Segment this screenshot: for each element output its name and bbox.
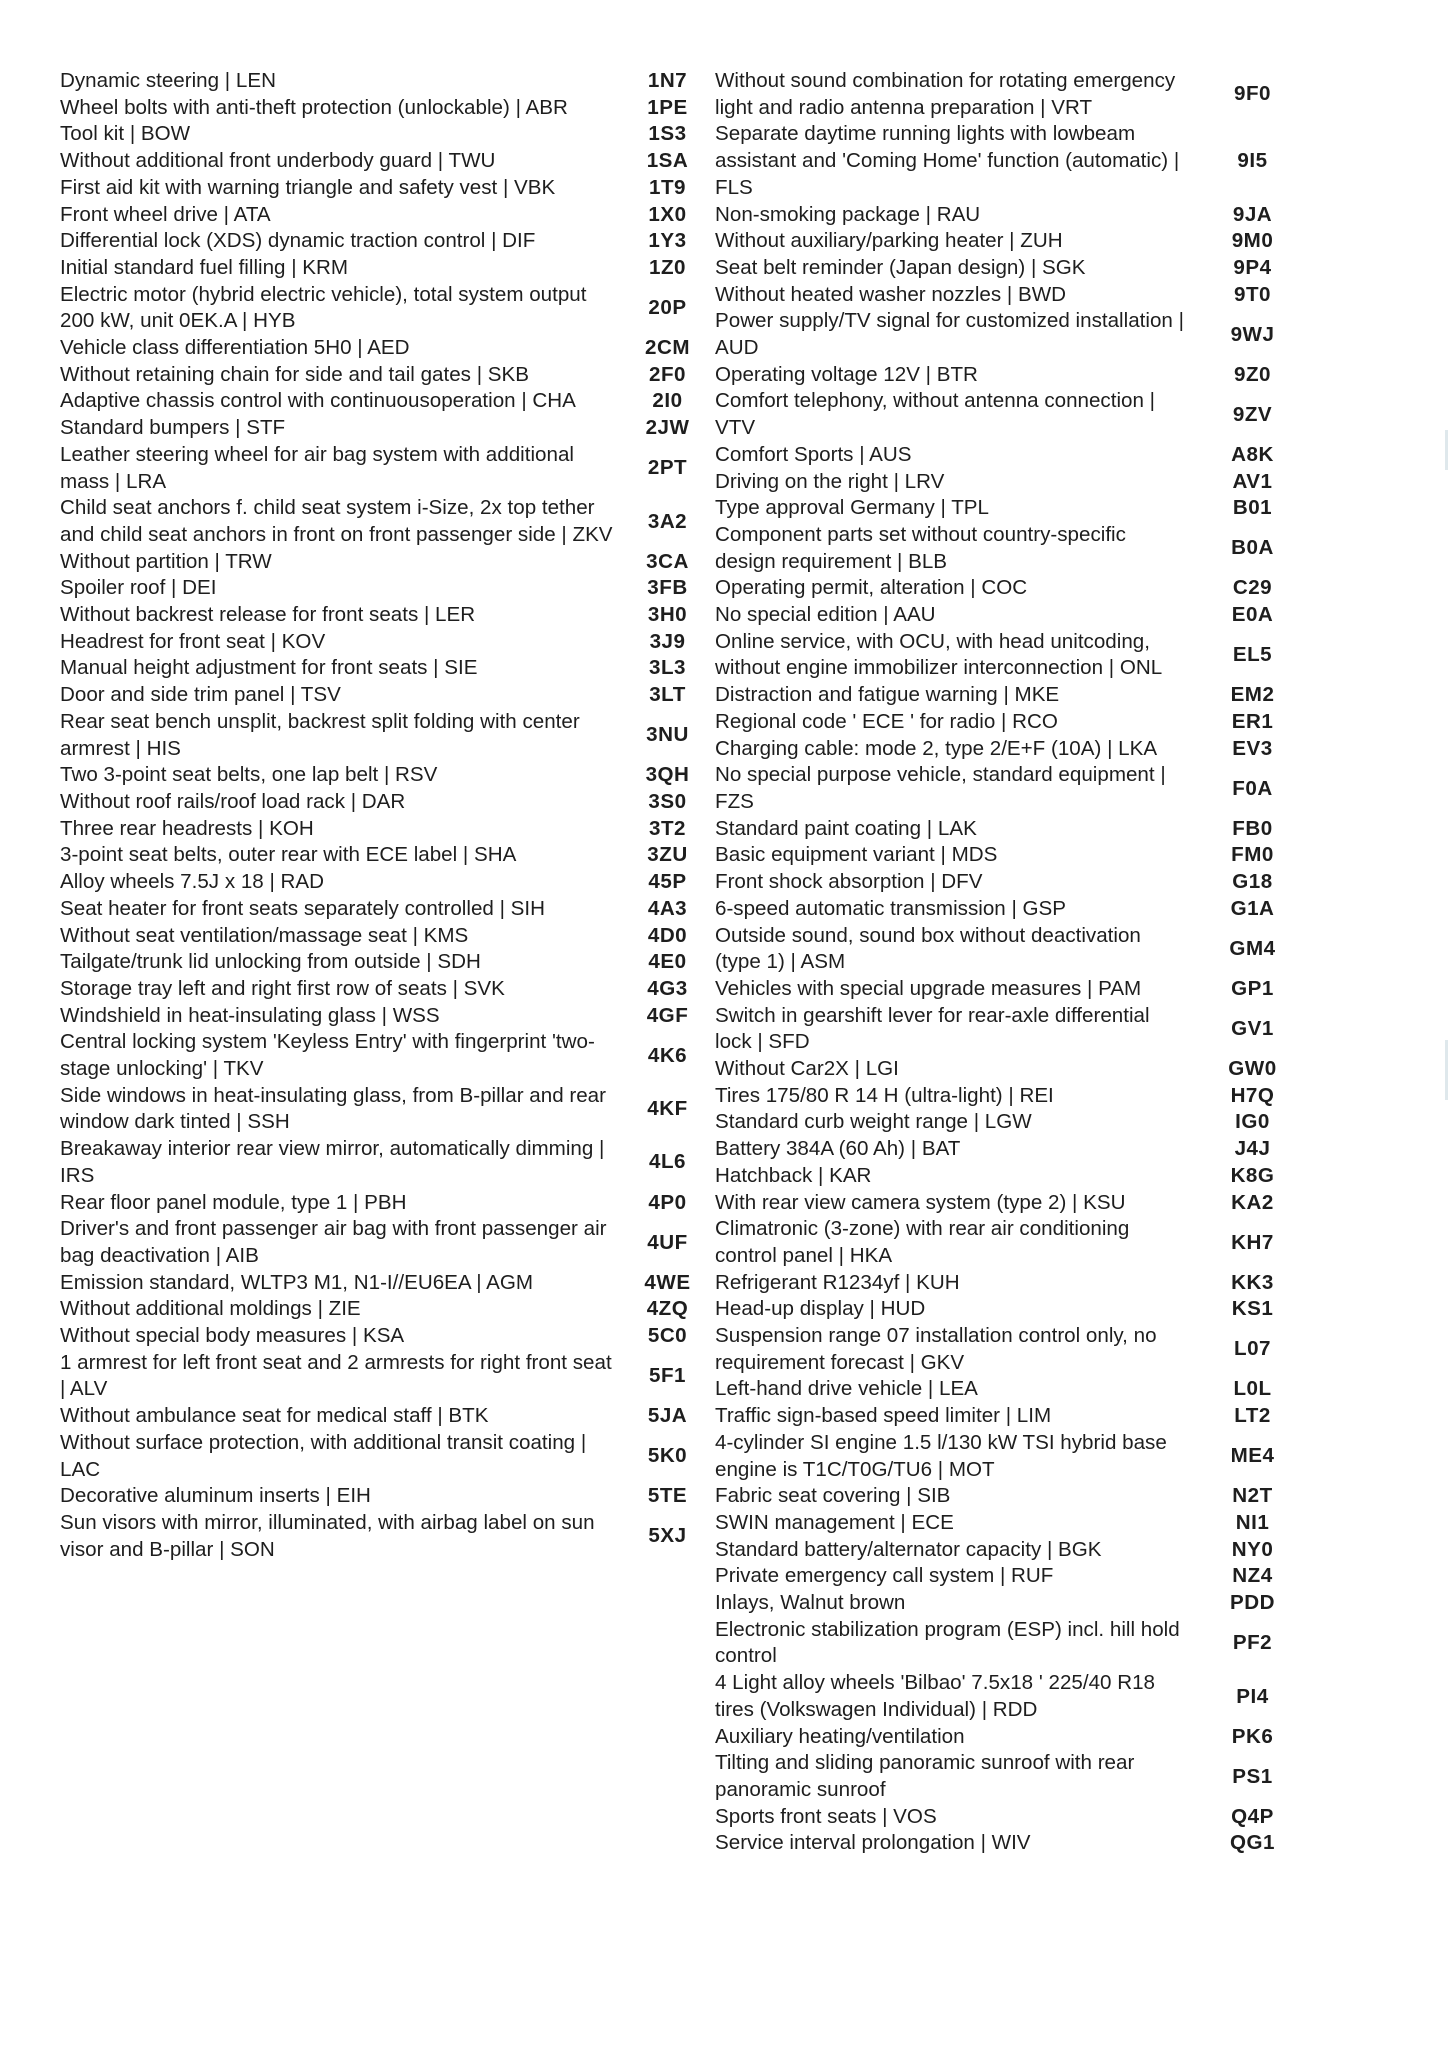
left-options-body: [60, 68, 715, 1563]
option-code: J4J: [1234, 1137, 1271, 1161]
option-code: EL5: [1232, 643, 1273, 667]
option-description: Three rear headrests | KOH: [60, 816, 314, 840]
option-code: L07: [1234, 1337, 1271, 1361]
option-code: 4GF: [646, 1003, 689, 1027]
option-description: Standard battery/alternator capacity | BGK: [715, 1537, 1102, 1561]
option-description: Without seat ventilation/massage seat | KMS: [60, 923, 469, 947]
option-code: KA2: [1231, 1190, 1274, 1214]
option-row: [715, 896, 1315, 923]
option-description: Two 3-point seat belts, one lap belt | RSV: [60, 763, 438, 787]
option-description: Fabric seat covering | SIB: [715, 1484, 951, 1508]
option-row: [715, 762, 1315, 815]
option-row: [715, 1003, 1315, 1056]
option-code: 4ZQ: [646, 1297, 689, 1321]
option-code: 3A2: [647, 509, 688, 533]
option-code: 3H0: [647, 603, 688, 627]
option-description: Without surface protection, with additional transit coating | LAC: [60, 1430, 587, 1481]
option-row: [715, 842, 1315, 869]
option-description: Operating permit, alteration | COC: [715, 576, 1028, 600]
option-row: [60, 228, 715, 255]
option-description: Electric motor (hybrid electric vehicle), total system output 200 kW, unit 0EK.A | HYB: [60, 282, 587, 333]
option-row: [715, 522, 1315, 575]
option-row: [60, 1003, 715, 1030]
option-code: GW0: [1228, 1057, 1277, 1081]
option-description: Distraction and fatigue warning | MKE: [715, 683, 1060, 707]
option-description: Standard curb weight range | LGW: [715, 1110, 1032, 1134]
option-row: [60, 762, 715, 789]
option-row: [60, 1323, 715, 1350]
option-row: [715, 1056, 1315, 1083]
option-row: [715, 388, 1315, 441]
option-description: Spoiler roof | DEI: [60, 576, 217, 600]
option-description: Charging cable: mode 2, type 2/E+F (10A) | LKA: [715, 736, 1158, 760]
option-row: [715, 1724, 1315, 1751]
option-code: N2T: [1232, 1484, 1273, 1508]
option-description: Without heated washer nozzles | BWD: [715, 282, 1067, 306]
option-row: [60, 816, 715, 843]
option-description: 3-point seat belts, outer rear with ECE label | SHA: [60, 843, 517, 867]
option-description: Component parts set without country-specific design requirement | BLB: [715, 522, 1126, 573]
option-description: 4 Light alloy wheels 'Bilbao' 7.5x18 ' 225/40 R18 tires (Volkswagen Individual) | RDD: [715, 1671, 1155, 1721]
option-code: 2I0: [652, 389, 683, 413]
option-row: [60, 549, 715, 576]
option-row: [60, 655, 715, 682]
option-row: [715, 469, 1315, 496]
option-code: F0A: [1232, 776, 1273, 800]
option-description: 1 armrest for left front seat and 2 armrests for right front seat | ALV: [60, 1350, 612, 1401]
option-row: [715, 1483, 1315, 1510]
option-code: EM2: [1230, 683, 1275, 707]
option-row: [60, 949, 715, 976]
option-code: KS1: [1231, 1297, 1274, 1321]
option-code: 4K6: [647, 1043, 688, 1067]
option-code: PK6: [1231, 1724, 1274, 1748]
option-row: [715, 1670, 1315, 1723]
option-code: H7Q: [1230, 1083, 1275, 1107]
option-description: No special edition | AAU: [715, 603, 936, 627]
option-code: 4KF: [647, 1097, 688, 1121]
option-row: [60, 923, 715, 950]
option-description: With rear view camera system (type 2) | KSU: [715, 1190, 1126, 1214]
option-code: IG0: [1235, 1110, 1270, 1134]
option-code: 4E0: [648, 950, 687, 974]
option-row: [715, 1563, 1315, 1590]
option-row: [715, 121, 1315, 201]
option-code: 1Y3: [648, 229, 687, 253]
option-row: [715, 1190, 1315, 1217]
option-row: [60, 202, 715, 229]
option-code: 9ZV: [1232, 402, 1273, 426]
option-row: [715, 1750, 1315, 1803]
option-row: [60, 709, 715, 762]
option-code: A8K: [1231, 442, 1274, 466]
option-description: Comfort Sports | AUS: [715, 442, 912, 466]
option-row: [715, 1403, 1315, 1430]
option-description: Without sound combination for rotating emergency light and radio antenna preparation | VRT: [715, 69, 1176, 119]
option-code: Q4P: [1231, 1804, 1274, 1828]
option-description: Vehicles with special upgrade measures | PAM: [715, 976, 1142, 1000]
option-code: 4A3: [647, 896, 688, 920]
option-row: [715, 1590, 1315, 1617]
option-description: Seat belt reminder (Japan design) | SGK: [715, 255, 1086, 279]
option-code: LT2: [1234, 1404, 1271, 1428]
option-code: 5XJ: [648, 1524, 687, 1548]
option-row: [60, 1136, 715, 1189]
option-row: [715, 1830, 1315, 1857]
option-code: 4P0: [648, 1190, 687, 1214]
option-code: NY0: [1231, 1537, 1274, 1561]
option-row: [60, 976, 715, 1003]
option-row: [715, 709, 1315, 736]
option-row: [715, 816, 1315, 843]
option-description: Alloy wheels 7.5J x 18 | RAD: [60, 870, 325, 894]
option-code: 3S0: [648, 789, 687, 813]
option-code: 3L3: [649, 656, 686, 680]
option-code: EV3: [1232, 736, 1273, 760]
option-code: 4L6: [649, 1150, 686, 1174]
option-row: [715, 1163, 1315, 1190]
option-code: 3QH: [645, 763, 690, 787]
option-row: [60, 682, 715, 709]
option-row: [715, 1804, 1315, 1831]
option-code: 1X0: [648, 202, 687, 226]
option-code: 1S3: [648, 122, 687, 146]
option-row: [60, 842, 715, 869]
option-code: L0L: [1233, 1377, 1272, 1401]
option-description: Tailgate/trunk lid unlocking from outside | SDH: [60, 950, 481, 974]
option-code: 3T2: [649, 816, 686, 840]
option-row: [715, 1296, 1315, 1323]
option-description: Dynamic steering | LEN: [60, 69, 276, 92]
option-description: Outside sound, sound box without deactivation (type 1) | ASM: [715, 923, 1141, 974]
option-description: Power supply/TV signal for customized installation | AUD: [715, 309, 1184, 360]
option-code: 2F0: [649, 362, 686, 386]
option-description: Rear floor panel module, type 1 | PBH: [60, 1190, 407, 1214]
option-code: 5TE: [647, 1484, 688, 1508]
option-row: [60, 1270, 715, 1297]
option-row: [60, 495, 715, 548]
option-description: Switch in gearshift lever for rear-axle differential lock | SFD: [715, 1003, 1150, 1054]
option-description: Head-up display | HUD: [715, 1297, 926, 1321]
option-row: [60, 1083, 715, 1136]
option-row: [60, 175, 715, 202]
option-description: 4-cylinder SI engine 1.5 l/130 kW TSI hybrid base engine is T1C/T0G/TU6 | MOT: [715, 1430, 1167, 1481]
option-code: ER1: [1231, 709, 1274, 733]
option-code: B01: [1232, 496, 1273, 520]
option-row: [60, 1403, 715, 1430]
option-code: K8G: [1230, 1163, 1275, 1187]
option-row: [60, 282, 715, 335]
option-code: E0A: [1231, 603, 1274, 627]
option-row: [715, 1109, 1315, 1136]
option-code: 45P: [648, 870, 687, 894]
option-row: [60, 1216, 715, 1269]
option-description: 6-speed automatic transmission | GSP: [715, 896, 1067, 920]
option-row: [60, 148, 715, 175]
option-row: [715, 682, 1315, 709]
option-code: 1T9: [649, 175, 686, 199]
option-code: 4WE: [644, 1270, 691, 1294]
option-row: [715, 1270, 1315, 1297]
right-options-column: [715, 68, 1315, 1857]
right-options-body: [715, 68, 1315, 1857]
option-row: [60, 1029, 715, 1082]
option-code: 5F1: [649, 1364, 686, 1388]
option-row: [60, 1430, 715, 1483]
option-row: [60, 869, 715, 896]
option-row: [715, 976, 1315, 1003]
option-code: 9JA: [1232, 202, 1273, 226]
option-description: Standard paint coating | LAK: [715, 816, 977, 840]
option-row: [60, 388, 715, 415]
option-description: Headrest for front seat | KOV: [60, 629, 326, 653]
option-code: 4G3: [647, 976, 688, 1000]
option-description: Differential lock (XDS) dynamic traction control | DIF: [60, 229, 536, 253]
option-description: Vehicle class differentiation 5H0 | AED: [60, 336, 410, 360]
option-code: 9P4: [1233, 255, 1272, 279]
option-description: Windshield in heat-insulating glass | WSS: [60, 1003, 440, 1027]
option-code: 2CM: [645, 336, 690, 360]
option-description: Wheel bolts with anti-theft protection (unlockable) | ABR: [60, 95, 568, 119]
option-row: [715, 575, 1315, 602]
option-row: [715, 255, 1315, 282]
option-row: [60, 1483, 715, 1510]
option-row: [715, 629, 1315, 682]
option-row: [715, 1083, 1315, 1110]
option-row: [715, 1376, 1315, 1403]
option-row: [715, 282, 1315, 309]
option-description: Without additional moldings | ZIE: [60, 1297, 361, 1321]
option-code: 9Z0: [1234, 362, 1271, 386]
option-row: [60, 255, 715, 282]
option-code: 5K0: [647, 1444, 688, 1468]
option-description: Without backrest release for front seats | LER: [60, 603, 476, 627]
option-description: Service interval prolongation | WIV: [715, 1831, 1031, 1855]
option-description: Breakaway interior rear view mirror, automatically dimming | IRS: [60, 1137, 605, 1187]
option-row: [60, 629, 715, 656]
left-options-column: [60, 68, 715, 1563]
left-options-table: [60, 68, 715, 1563]
option-description: Without special body measures | KSA: [60, 1324, 405, 1348]
option-code: GV1: [1231, 1016, 1274, 1040]
option-row: [60, 415, 715, 442]
option-description: Child seat anchors f. child seat system i-Size, 2x top tether and child seat anchors in front on front passenger side | ZKV: [60, 496, 613, 546]
option-code: 3NU: [646, 723, 689, 747]
option-description: Traffic sign-based speed limiter | LIM: [715, 1404, 1052, 1428]
option-code: 9M0: [1231, 229, 1274, 253]
option-code: 1Z0: [649, 255, 686, 279]
option-description: Inlays, Walnut brown: [715, 1591, 906, 1615]
option-code: G18: [1232, 870, 1273, 894]
option-code: 9WJ: [1230, 322, 1275, 346]
option-code: B0A: [1231, 536, 1274, 560]
option-description: Auxiliary heating/ventilation: [715, 1724, 965, 1748]
option-row: [715, 68, 1315, 121]
option-description: Central locking system 'Keyless Entry' with fingerprint 'two-stage unlocking' | TKV: [60, 1030, 595, 1081]
option-description: Operating voltage 12V | BTR: [715, 362, 978, 386]
option-description: Suspension range 07 installation control only, no requirement forecast | GKV: [715, 1324, 1157, 1374]
option-code: 3FB: [647, 576, 688, 600]
option-description: Refrigerant R1234yf | KUH: [715, 1270, 960, 1294]
option-code: 1N7: [647, 69, 688, 92]
option-description: Initial standard fuel filling | KRM: [60, 255, 349, 279]
option-description: Without partition | TRW: [60, 549, 272, 573]
option-row: [60, 362, 715, 389]
option-code: 2JW: [645, 416, 690, 440]
option-description: Storage tray left and right first row of seats | SVK: [60, 976, 505, 1000]
option-description: Battery 384A (60 Ah) | BAT: [715, 1137, 961, 1161]
option-code: 1PE: [647, 95, 688, 119]
right-options-table: [715, 68, 1315, 1857]
option-description: Basic equipment variant | MDS: [715, 843, 998, 867]
option-description: Without auxiliary/parking heater | ZUH: [715, 229, 1063, 253]
option-code: G1A: [1230, 896, 1275, 920]
option-description: Manual height adjustment for front seats | SIE: [60, 656, 478, 680]
option-description: Driving on the right | LRV: [715, 469, 945, 493]
option-row: [715, 228, 1315, 255]
option-description: Regional code ' ECE ' for radio | RCO: [715, 709, 1058, 733]
option-description: Without Car2X | LGI: [715, 1057, 899, 1081]
option-row: [715, 1216, 1315, 1269]
option-code: 3LT: [649, 683, 686, 707]
option-row: [715, 362, 1315, 389]
option-description: Hatchback | KAR: [715, 1163, 872, 1187]
option-row: [60, 896, 715, 923]
option-code: 3ZU: [647, 843, 688, 867]
option-code: FM0: [1231, 843, 1274, 867]
option-description: Emission standard, WLTP3 M1, N1-I//EU6EA | AGM: [60, 1270, 534, 1294]
option-code: 3CA: [646, 549, 689, 573]
option-code: 2PT: [647, 456, 688, 480]
option-description: Without roof rails/roof load rack | DAR: [60, 789, 406, 813]
option-description: Sun visors with mirror, illuminated, with airbag label on sun visor and B-pillar | SON: [60, 1510, 595, 1561]
option-code: PF2: [1232, 1631, 1273, 1655]
option-row: [715, 1136, 1315, 1163]
option-code: PDD: [1230, 1591, 1275, 1615]
option-code: KH7: [1231, 1230, 1274, 1254]
option-code: 20P: [648, 295, 687, 319]
option-description: Driver's and front passenger air bag with front passenger air bag deactivation | AIB: [60, 1217, 607, 1267]
option-description: Left-hand drive vehicle | LEA: [715, 1377, 978, 1401]
option-description: Decorative aluminum inserts | EIH: [60, 1484, 371, 1508]
option-description: Side windows in heat-insulating glass, from B-pillar and rear window dark tinted | SSH: [60, 1083, 606, 1134]
option-code: NI1: [1235, 1510, 1270, 1534]
option-row: [60, 1510, 715, 1563]
option-code: PS1: [1232, 1764, 1273, 1788]
option-description: Seat heater for front seats separately controlled | SIH: [60, 896, 545, 920]
option-description: Tilting and sliding panoramic sunroof with rear panoramic sunroof: [715, 1751, 1135, 1801]
option-row: [715, 202, 1315, 229]
option-description: No special purpose vehicle, standard equipment | FZS: [715, 763, 1166, 813]
option-row: [715, 1430, 1315, 1483]
option-row: [715, 1617, 1315, 1670]
option-row: [60, 602, 715, 629]
option-description: Without ambulance seat for medical staff | BTK: [60, 1404, 489, 1428]
option-row: [715, 442, 1315, 469]
option-description: Non-smoking package | RAU: [715, 202, 981, 226]
option-description: Adaptive chassis control with continuousoperation | CHA: [60, 389, 576, 413]
option-description: Tool kit | BOW: [60, 122, 191, 146]
option-code: 4UF: [647, 1230, 688, 1254]
option-code: GP1: [1231, 976, 1274, 1000]
option-row: [60, 335, 715, 362]
option-row: [60, 1350, 715, 1403]
option-row: [60, 95, 715, 122]
option-row: [715, 1510, 1315, 1537]
option-code: KK3: [1231, 1270, 1274, 1294]
option-code: GM4: [1229, 936, 1276, 960]
option-row: [60, 68, 715, 95]
option-code: ME4: [1230, 1444, 1275, 1468]
option-row: [715, 602, 1315, 629]
option-description: Online service, with OCU, with head unitcoding, without engine immobilizer interconnection | ONL: [715, 629, 1163, 680]
option-code: 1SA: [646, 149, 689, 173]
option-row: [60, 1296, 715, 1323]
option-description: Leather steering wheel for air bag system with additional mass | LRA: [60, 442, 574, 493]
option-description: First aid kit with warning triangle and safety vest | VBK: [60, 175, 556, 199]
option-row: [60, 575, 715, 602]
option-code: 3J9: [649, 629, 686, 653]
option-code: QG1: [1230, 1831, 1275, 1855]
option-row: [715, 1323, 1315, 1376]
option-code: C29: [1232, 576, 1273, 600]
option-description: Private emergency call system | RUF: [715, 1564, 1054, 1588]
option-row: [60, 1190, 715, 1217]
option-description: Standard bumpers | STF: [60, 416, 286, 440]
option-description: Type approval Germany | TPL: [715, 496, 989, 520]
option-description: Electronic stabilization program (ESP) incl. hill hold control: [715, 1617, 1180, 1668]
option-row: [715, 308, 1315, 361]
option-row: [60, 121, 715, 148]
option-code: PI4: [1236, 1684, 1269, 1708]
option-description: Without additional front underbody guard | TWU: [60, 149, 496, 173]
option-code: AV1: [1232, 469, 1273, 493]
option-description: Separate daytime running lights with lowbeam assistant and 'Coming Home' function (automatic) | FLS: [715, 122, 1180, 199]
option-description: Front shock absorption | DFV: [715, 870, 983, 894]
option-code: 5JA: [647, 1404, 688, 1428]
option-code: 5C0: [647, 1324, 688, 1348]
option-code: FB0: [1232, 816, 1273, 840]
option-code: 9F0: [1234, 82, 1271, 106]
option-description: Door and side trim panel | TSV: [60, 683, 341, 707]
option-row: [715, 1537, 1315, 1564]
option-code: NZ4: [1232, 1564, 1273, 1588]
option-description: Sports front seats | VOS: [715, 1804, 937, 1828]
option-description: Without retaining chain for side and tail gates | SKB: [60, 362, 529, 386]
option-row: [715, 923, 1315, 976]
option-description: Front wheel drive | ATA: [60, 202, 271, 226]
option-description: Tires 175/80 R 14 H (ultra-light) | REI: [715, 1083, 1054, 1107]
option-row: [60, 442, 715, 495]
option-row: [715, 869, 1315, 896]
option-description: SWIN management | ECE: [715, 1510, 954, 1534]
option-row: [715, 495, 1315, 522]
option-row: [60, 789, 715, 816]
option-description: Rear seat bench unsplit, backrest split folding with center armrest | HIS: [60, 709, 580, 760]
option-description: Climatronic (3-zone) with rear air conditioning control panel | HKA: [715, 1217, 1130, 1267]
option-code: 4D0: [647, 923, 688, 947]
option-description: Comfort telephony, without antenna connection | VTV: [715, 389, 1155, 440]
option-code: 9I5: [1237, 149, 1268, 173]
option-code: 9T0: [1234, 282, 1271, 306]
option-row: [715, 736, 1315, 763]
